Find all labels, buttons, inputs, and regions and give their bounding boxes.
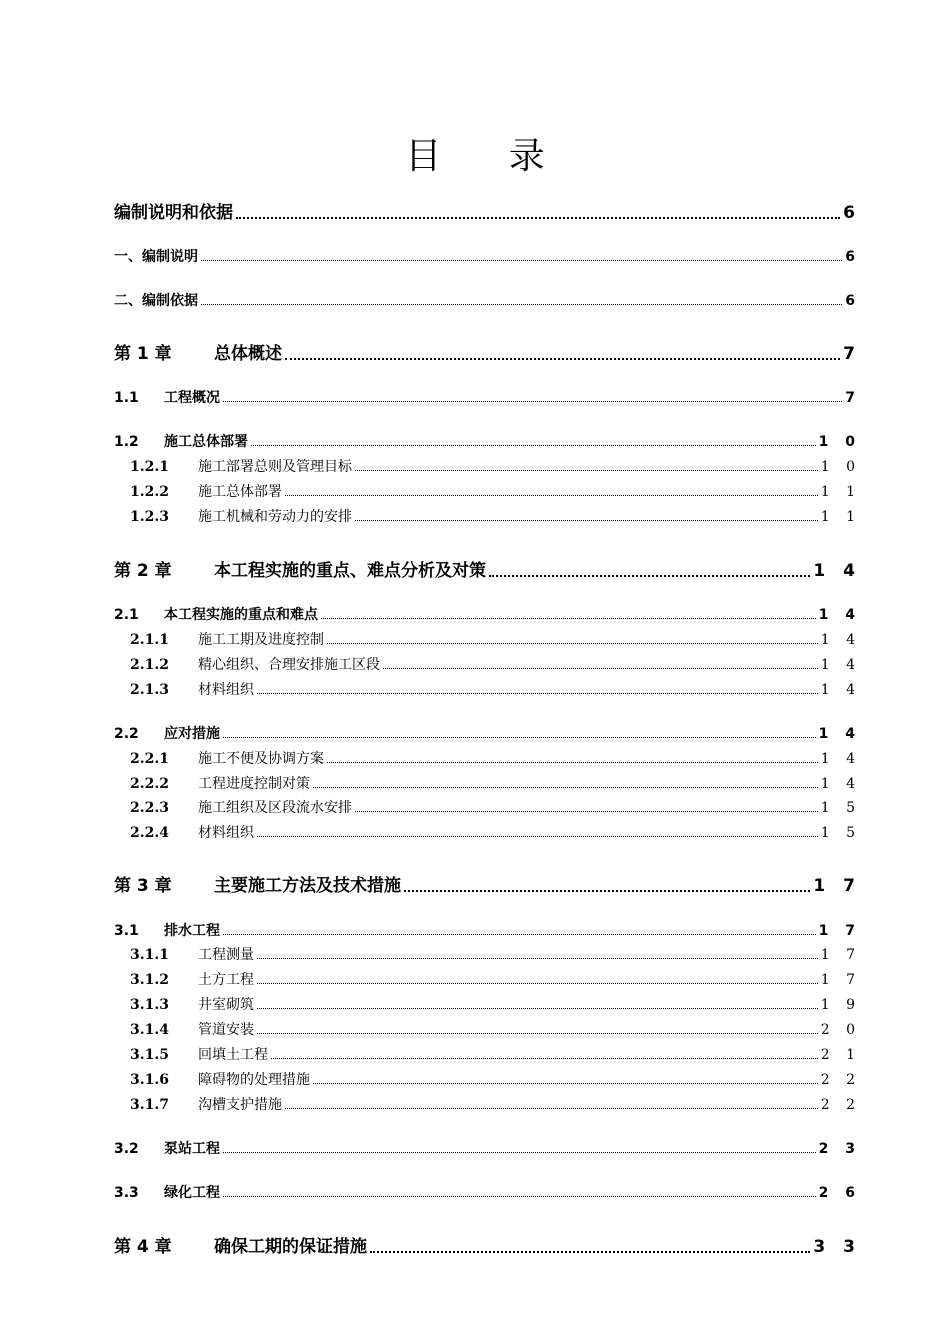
toc-entry-page-number: 2 1: [820, 1047, 861, 1063]
toc-entry[interactable]: [114, 391, 855, 405]
dot-leader: [321, 618, 816, 619]
toc-entry-label: 编制说明和依据: [114, 203, 233, 223]
toc-entry[interactable]: [114, 1072, 861, 1088]
dot-leader: [257, 836, 818, 837]
toc-entry-label: 管道安装: [198, 1022, 254, 1038]
dot-leader: [404, 890, 810, 892]
toc-entry-label: 障碍物的处理措施: [198, 1072, 310, 1088]
toc-entry[interactable]: [114, 726, 861, 742]
toc-entry-page-number: 1 5: [820, 825, 861, 841]
dot-leader: [223, 1196, 816, 1197]
toc-entry-page-number: 2 2: [820, 1097, 861, 1113]
toc-entry[interactable]: [114, 1185, 861, 1201]
dot-leader: [383, 668, 818, 669]
toc-entry[interactable]: [114, 751, 861, 767]
toc-entry-label: 土方工程: [198, 972, 254, 988]
dot-leader: [355, 811, 818, 812]
toc-entry-page-number: 3 3: [813, 1237, 861, 1257]
toc-entry-label: 沟槽支护措施: [198, 1097, 282, 1113]
toc-entry-label: 二、编制依据: [114, 293, 198, 309]
toc-entry[interactable]: [114, 825, 861, 841]
toc-entry-number: 2.2: [114, 726, 139, 742]
dot-leader: [313, 787, 818, 788]
toc-entry-number: 3.1.6: [130, 1072, 169, 1088]
dot-leader: [223, 737, 816, 738]
toc-entry-number: 2.2.1: [130, 751, 169, 767]
toc-entry[interactable]: [114, 997, 861, 1013]
toc-entry[interactable]: [114, 561, 861, 581]
toc-entry-number: 2.1: [114, 607, 139, 623]
toc-entry-label: 施工不便及协调方案: [198, 751, 324, 767]
dot-leader: [370, 1251, 810, 1253]
toc-entry-label: 材料组织: [198, 682, 254, 698]
toc-entry-number: 3.1.1: [130, 947, 169, 963]
toc-entry-label: 应对措施: [164, 726, 220, 742]
toc-entry[interactable]: [114, 250, 855, 264]
toc-entry-page-number: 1 4: [820, 657, 861, 673]
toc-entry-number: 1.2.1: [130, 459, 169, 475]
toc-entry[interactable]: [114, 434, 861, 450]
toc-entry[interactable]: [114, 459, 861, 475]
toc-entry-label: 施工总体部署: [198, 484, 282, 500]
dot-leader: [257, 1033, 818, 1034]
toc-entry-page-number: 1 4: [813, 561, 861, 581]
toc-entry-label: 井室砌筑: [198, 997, 254, 1013]
toc-entry[interactable]: [114, 1141, 861, 1157]
toc-entry-page-number: 6: [845, 249, 855, 265]
toc-entry-label: 绿化工程: [164, 1185, 220, 1201]
toc-entry-page-number: 1 1: [820, 484, 861, 500]
dot-leader: [355, 470, 818, 471]
toc-entry-number: 3.2: [114, 1141, 139, 1157]
toc-entry-label: 精心组织、合理安排施工区段: [198, 657, 380, 673]
toc-entry-page-number: 1 4: [818, 607, 861, 623]
toc-entry-number: 第 3 章: [114, 876, 172, 896]
toc-entry-page-number: 6: [845, 293, 855, 309]
toc-entry-number: 3.1.7: [130, 1097, 169, 1113]
toc-entry-number: 第 4 章: [114, 1237, 172, 1257]
toc-entry-label: 施工工期及进度控制: [198, 632, 324, 648]
dot-leader: [313, 1083, 818, 1084]
toc-entry-page-number: 1 7: [820, 947, 861, 963]
toc-entry-label: 回填土工程: [198, 1047, 268, 1063]
toc-entry-number: 1.2.3: [130, 509, 169, 525]
dot-leader: [327, 762, 818, 763]
toc-entry[interactable]: [114, 1237, 861, 1257]
dot-leader: [223, 401, 842, 402]
toc-entry[interactable]: [114, 923, 861, 939]
dot-leader: [327, 643, 818, 644]
toc-entry-label: 主要施工方法及技术措施: [214, 876, 401, 896]
toc-entry-number: 2.1.1: [130, 632, 169, 648]
toc-entry-label: 泵站工程: [164, 1141, 220, 1157]
toc-entry-page-number: 1 4: [818, 726, 861, 742]
toc-entry-page-number: 2 2: [820, 1072, 861, 1088]
toc-entry-label: 总体概述: [214, 344, 282, 364]
toc-entry-page-number: 6: [843, 203, 855, 223]
toc-entry[interactable]: [114, 1022, 861, 1038]
toc-entry-page-number: 7: [845, 390, 855, 406]
toc-entry[interactable]: [114, 657, 861, 673]
toc-entry-number: 第 2 章: [114, 561, 172, 581]
dot-leader: [285, 1108, 818, 1109]
toc-entry[interactable]: [114, 294, 855, 308]
toc-entry-number: 1.1: [114, 390, 139, 406]
toc-entry-label: 材料组织: [198, 825, 254, 841]
dot-leader: [355, 520, 818, 521]
dot-leader: [223, 1152, 816, 1153]
toc-entry-page-number: 1 4: [820, 632, 861, 648]
toc-entry-page-number: 1 1: [820, 509, 861, 525]
toc-entry-page-number: 1 0: [820, 459, 861, 475]
toc-entry-label: 本工程实施的重点和难点: [164, 607, 318, 623]
toc-entry-label: 工程测量: [198, 947, 254, 963]
toc-entry[interactable]: [114, 509, 861, 525]
toc-entry-number: 2.2.2: [130, 776, 169, 792]
toc-entry-number: 3.1.4: [130, 1022, 169, 1038]
toc-entry-page-number: 2 3: [818, 1141, 861, 1157]
toc-entry-number: 1.2.2: [130, 484, 169, 500]
toc-entry-page-number: 2 0: [820, 1022, 861, 1038]
toc-entry-page-number: 1 5: [820, 800, 861, 816]
toc-entry-label: 确保工期的保证措施: [214, 1237, 367, 1257]
page-title: 目 录: [405, 136, 573, 177]
toc-entry-number: 3.1.2: [130, 972, 169, 988]
toc-entry-label: 工程概况: [164, 390, 220, 406]
dot-leader: [271, 1058, 818, 1059]
toc-entry-label: 排水工程: [164, 923, 220, 939]
toc-entry-page-number: 1 7: [818, 923, 861, 939]
toc-entry[interactable]: [114, 607, 861, 623]
dot-leader: [285, 358, 840, 360]
toc-entry-number: 3.3: [114, 1185, 139, 1201]
toc-entry[interactable]: [114, 632, 861, 648]
dot-leader: [236, 217, 840, 219]
toc-entry-number: 3.1.5: [130, 1047, 169, 1063]
toc-entry[interactable]: [114, 776, 861, 792]
toc-entry-label: 施工总体部署: [164, 434, 248, 450]
toc-entry-page-number: 1 4: [820, 751, 861, 767]
toc-entry-label: 施工组织及区段流水安排: [198, 800, 352, 816]
dot-leader: [257, 983, 818, 984]
dot-leader: [257, 958, 818, 959]
dot-leader: [201, 260, 842, 261]
toc-entry[interactable]: [114, 972, 861, 988]
dot-leader: [489, 575, 810, 577]
toc-entry[interactable]: [114, 346, 855, 363]
dot-leader: [257, 693, 818, 694]
toc-entry-page-number: 1 0: [818, 434, 861, 450]
toc-entry-number: 3.1.3: [130, 997, 169, 1013]
toc-entry-number: 2.2.4: [130, 825, 169, 841]
toc-entry[interactable]: [114, 1047, 861, 1063]
toc-entry-label: 工程进度控制对策: [198, 776, 310, 792]
toc-entry-number: 2.2.3: [130, 800, 169, 816]
toc-entry-page-number: 2 6: [818, 1185, 861, 1201]
toc-entry-number: 2.1.2: [130, 657, 169, 673]
toc-entry[interactable]: [114, 947, 861, 963]
toc-entry-number: 3.1: [114, 923, 139, 939]
toc-entry-label: 本工程实施的重点、难点分析及对策: [214, 561, 486, 581]
toc-entry[interactable]: [114, 682, 861, 698]
toc-entry-page-number: 1 7: [813, 876, 861, 896]
toc-entry-number: 2.1.3: [130, 682, 169, 698]
toc-entry-page-number: 1 7: [820, 972, 861, 988]
toc-entry-label: 一、编制说明: [114, 249, 198, 265]
toc-entry-page-number: 1 4: [820, 682, 861, 698]
toc-entry-label: 施工机械和劳动力的安排: [198, 509, 352, 525]
dot-leader: [251, 445, 816, 446]
toc-entry[interactable]: [114, 800, 861, 816]
toc-entry[interactable]: [114, 205, 855, 222]
dot-leader: [223, 934, 816, 935]
toc-entry-number: 第 1 章: [114, 344, 172, 364]
toc-entry[interactable]: [114, 1097, 861, 1113]
toc-entry-number: 1.2: [114, 434, 139, 450]
dot-leader: [201, 304, 842, 305]
toc-entry-page-number: 7: [843, 344, 855, 364]
toc-entry[interactable]: [114, 484, 861, 500]
toc-entry-label: 施工部署总则及管理目标: [198, 459, 352, 475]
dot-leader: [257, 1008, 818, 1009]
toc-entry[interactable]: [114, 876, 861, 896]
dot-leader: [285, 495, 818, 496]
toc-entry-page-number: 1 4: [820, 776, 861, 792]
toc-entry-page-number: 1 9: [820, 997, 861, 1013]
